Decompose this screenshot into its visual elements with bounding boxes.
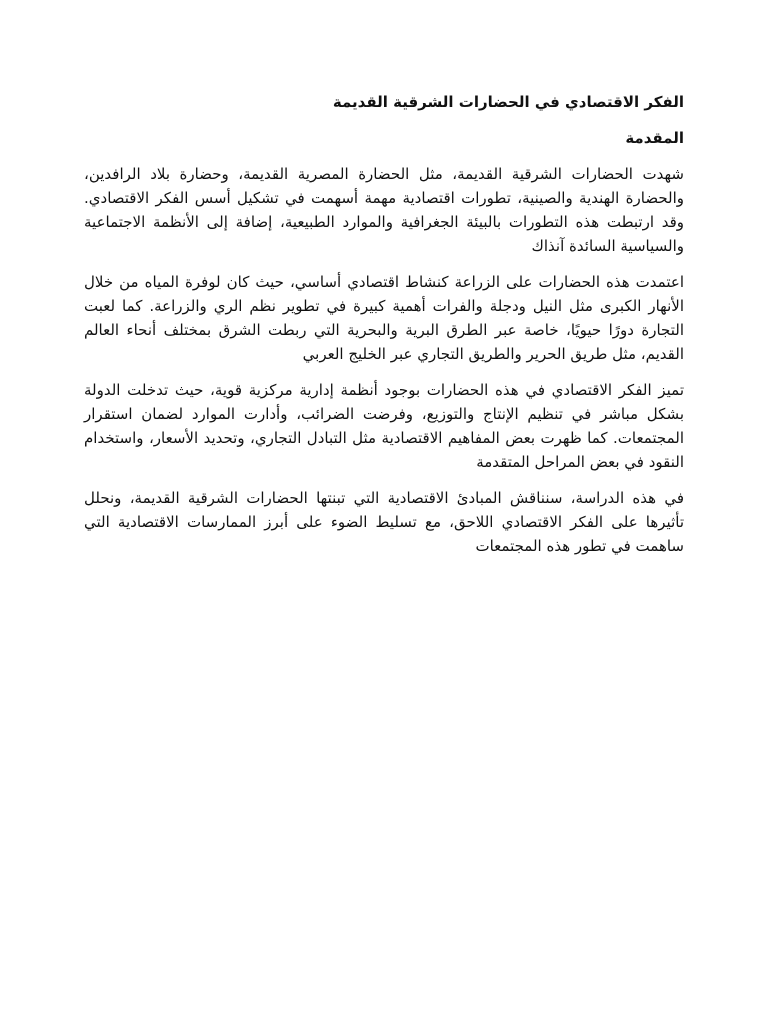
paragraph-4: في هذه الدراسة، سنناقش المبادئ الاقتصادية التي تبنتها الحضارات الشرقية القديمة، ونحلل تأثيرها على الفكر الاقتصادي اللاحق، مع تسليط الضوء على أبرز الممارسات الاقتصادية التي ساهمت في تطور هذه المجتمعات (84, 489, 684, 555)
section-heading-introduction: المقدمة (625, 129, 684, 147)
document-body (84, 90, 684, 570)
paragraph-1: شهدت الحضارات الشرقية القديمة، مثل الحضارة المصرية القديمة، وحضارة بلاد الرافدين، والحضارة الهندية والصينية، تطورات اقتصادية مهمة أسهمت في تشكيل أسس الفكر الاقتصادي. وقد ارتبطت هذه التطورات بالبيئة الجغرافية والموارد الطبيعية، إضافة إلى الأنظمة الاجتماعية والسياسية السائدة آنذاك (84, 165, 684, 255)
paragraph-2: اعتمدت هذه الحضارات على الزراعة كنشاط اقتصادي أساسي، حيث كان لوفرة المياه من خلال الأنهار الكبرى مثل النيل ودجلة والفرات أهمية كبيرة في تطوير نظم الري والزراعة. كما لعبت التجارة دورًا حيويًا، خاصة عبر الطرق البرية والبحرية التي ربطت الشرق بمختلف أنحاء العالم القديم، مثل طريق الحرير والطريق التجاري عبر الخليج العربي (84, 273, 684, 363)
paragraph-3: تميز الفكر الاقتصادي في هذه الحضارات بوجود أنظمة إدارية مركزية قوية، حيث تدخلت الدولة بشكل مباشر في تنظيم الإنتاج والتوزيع، وفرضت الضرائب، وأدارت الموارد لضمان استقرار المجتمعات. كما ظهرت بعض المفاهيم الاقتصادية مثل التبادل التجاري، وتحديد الأسعار، واستخدام النقود في بعض المراحل المتقدمة (84, 381, 684, 471)
document-title: الفكر الاقتصادي في الحضارات الشرقية القديمة (332, 93, 684, 111)
